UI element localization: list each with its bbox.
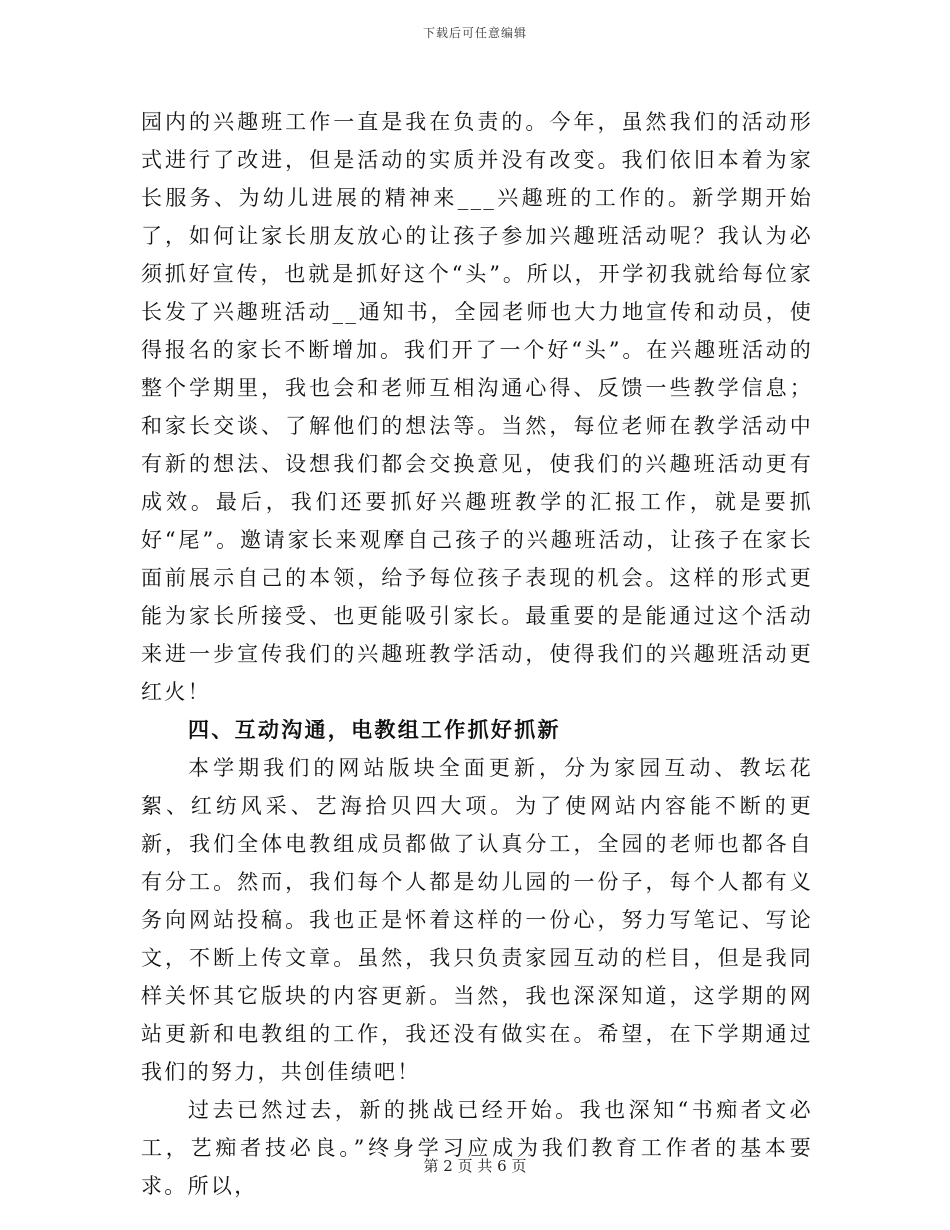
paragraph-interest-class: 园内的兴趣班工作一直是我在负责的。今年，虽然我们的活动形式进行了改进，但是活动的实质并没有改变。我们依旧本着为家长服务、为幼儿进展的精神来___兴趣班的工作的。新学期开始了，如何让家长朋友放心的让孩子参加兴趣班活动呢？我认为必须抓好宣传，也就是抓好这个“头”。所以，开学初我就给每位家长发了兴趣班活动__通知书，全园老师也大力地宣传和动员，使得报名的家长不断增加。我们开了一个好“头”。在兴趣班活动的整个学期里，我也会和老师互相沟通心得、反馈一些教学信息；和家长交谈、了解他们的想法等。当然，每位老师在教学活动中有新的想法、设想我们都会交换意见，使我们的兴趣班活动更有成效。最后，我们还要抓好兴趣班教学的汇报工作，就是要抓好“尾”。邀请家长来观摩自己孩子的兴趣班活动，让孩子在家长面前展示自己的本领，给予每位孩子表现的机会。这样的形式更能为家长所接受、也更能吸引家长。最重要的是能通过这个活动来进一步宣传我们的兴趣班教学活动，使得我们的兴趣班活动更红火！ xyxy=(141,110,813,704)
paragraph-website: 本学期我们的网站版块全面更新，分为家园互动、教坛花絮、红纺风采、艺海拾贝四大项。为了使网站内容能不断的更新，我们全体电教组成员都做了认真分工，全园的老师也都各自有分工。然而，我们每个人都是幼儿园的一份子，每个人都有义务向网站投稿。我也正是怀着这样的一份心，努力写笔记、写论文，不断上传文章。虽然，我只负责家园互动的栏目，但是我同样关怀其它版块的内容更新。当然，我也深深知道，这学期的网站更新和电教组的工作，我还没有做实在。希望，在下学期通过我们的努力，共创佳绩吧！ xyxy=(141,756,813,1084)
paragraph-learning: 过去已然过去，新的挑战已经开始。我也深知“书痴者文必工，艺痴者技必良。”终身学习应成为我们教育工作者的基本要求。所以， xyxy=(141,1098,813,1198)
document-body xyxy=(141,103,813,1205)
page-header: 下载后可任意编辑 xyxy=(422,26,527,40)
page-number: 第 2 页 共 6 页 xyxy=(423,1157,527,1175)
section-heading-4: 四、互动沟通，电教组工作抓好抓新 xyxy=(188,718,561,742)
